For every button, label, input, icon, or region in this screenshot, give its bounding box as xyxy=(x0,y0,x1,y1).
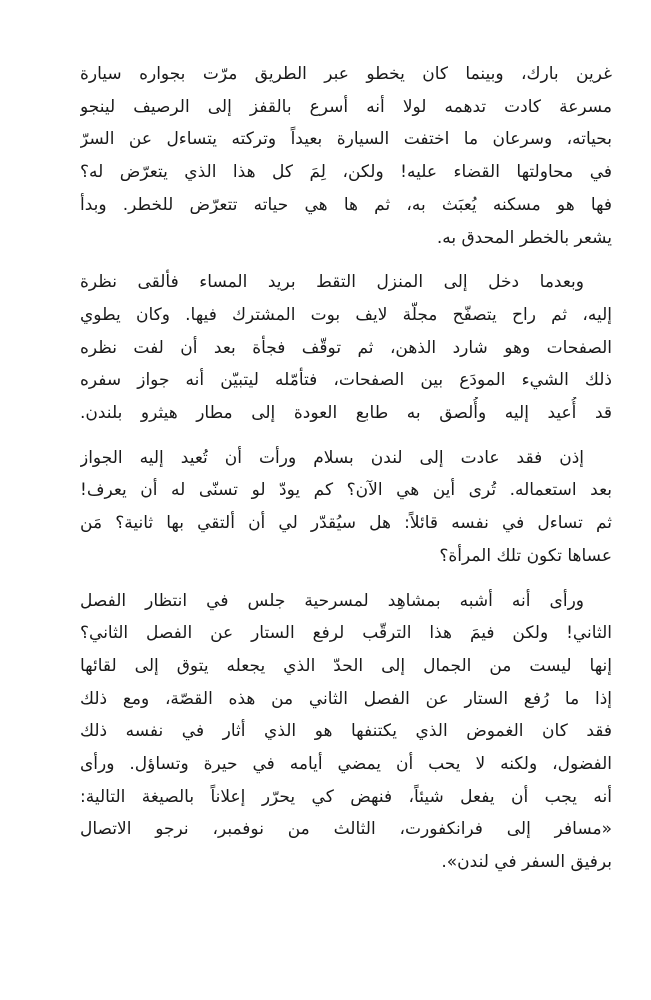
book-page xyxy=(80,58,612,891)
text-line: ذلك الشيء المودَع بين الصفحات، فتأمّله ليتبيّن أنه جواز سفره xyxy=(80,370,612,391)
text-line: برفيق السفر في لندن». xyxy=(441,852,612,873)
text-line: الصفحات وهو شارد الذهن، ثم توقّف فجأة بعد أن لفت نظره xyxy=(80,337,612,358)
text-line: قد أُعيد إليه وأُلصق به طابع العودة إلى مطار هيثرو بلندن. xyxy=(80,403,612,424)
text-line: «مسافر إلى فرانكفورت، الثالث من نوفمبر، نرجو الاتصال xyxy=(80,819,612,840)
text-line: فقد كان الغموض الذي يكتنفها هو الذي أثار في نفسه ذلك xyxy=(80,721,612,742)
text-line: يشعر بالخطر المحدق به. xyxy=(436,227,612,248)
text-line: ورأى أنه أشبه بمشاهِد لمسرحية جلس في انتظار الفصل xyxy=(80,590,584,611)
text-line: الثاني! ولكن فيمَ هذا الترقّب لرفع الستار عن الفصل الثاني؟ xyxy=(80,623,612,644)
text-line: مسرعة كادت تدهمه لولا أنه أسرع بالقفز إلى الرصيف لينجو xyxy=(80,96,612,117)
text-line: إذن فقد عادت إلى لندن بسلام ورأت أن تُعيد إليه الجواز xyxy=(80,447,584,468)
text-line: عساها تكون تلك المرأة؟ xyxy=(439,545,612,566)
text-line: بحياته، وسرعان ما اختفت السيارة بعيداً وتركته يتساءل عن السرّ xyxy=(80,129,612,150)
text-line: وبعدما دخل إلى المنزل التقط بريد المساء فألقى نظرة xyxy=(80,272,584,293)
paragraph-3 xyxy=(80,442,612,573)
text-line: أنه يجب أن يفعل شيئاً، فنهض كي يحرّر إعلاناً بالصيغة التالية: xyxy=(80,786,612,807)
text-line: ثم تساءل في نفسه قائلاً: هل سيُقدّر لي أن ألتقي بها ثانية؟ مَن xyxy=(80,513,612,534)
text-line: فها هو مسكنه يُعبَث به، ثم ها هي حياته تتعرّض للخطر. وبدأ xyxy=(80,194,612,215)
text-line: في محاولتها القضاء عليه! ولكن، لِمَ كل هذا الذي يتعرّض له؟ xyxy=(80,162,612,183)
text-line: بعد استعماله. تُرى أين هي الآن؟ كم يودّ لو تسنّى له أن يعرف! xyxy=(80,480,612,501)
text-line: إليه، ثم راح يتصفّح مجلّة لايف بوت المشترك فيها. وكان يطوي xyxy=(80,304,612,325)
text-line: الفضول، ولكنه لا يحب أن يمضي أيامه في حيرة وتساؤل. ورأى xyxy=(80,754,612,775)
paragraph-4 xyxy=(80,585,612,879)
text-line: إنها ليست من الجمال إلى الحدّ الذي يجعله يتوق إلى لقائها xyxy=(80,655,612,676)
paragraph-2 xyxy=(80,266,612,430)
text-line: غرين بارك، وبينما كان يخطو عبر الطريق مرّت بجواره سيارة xyxy=(80,64,612,84)
text-line: إذا ما رُفع الستار عن الفصل الثاني من هذه القصّة، ومع ذلك xyxy=(80,688,612,709)
paragraph-1 xyxy=(80,58,612,254)
